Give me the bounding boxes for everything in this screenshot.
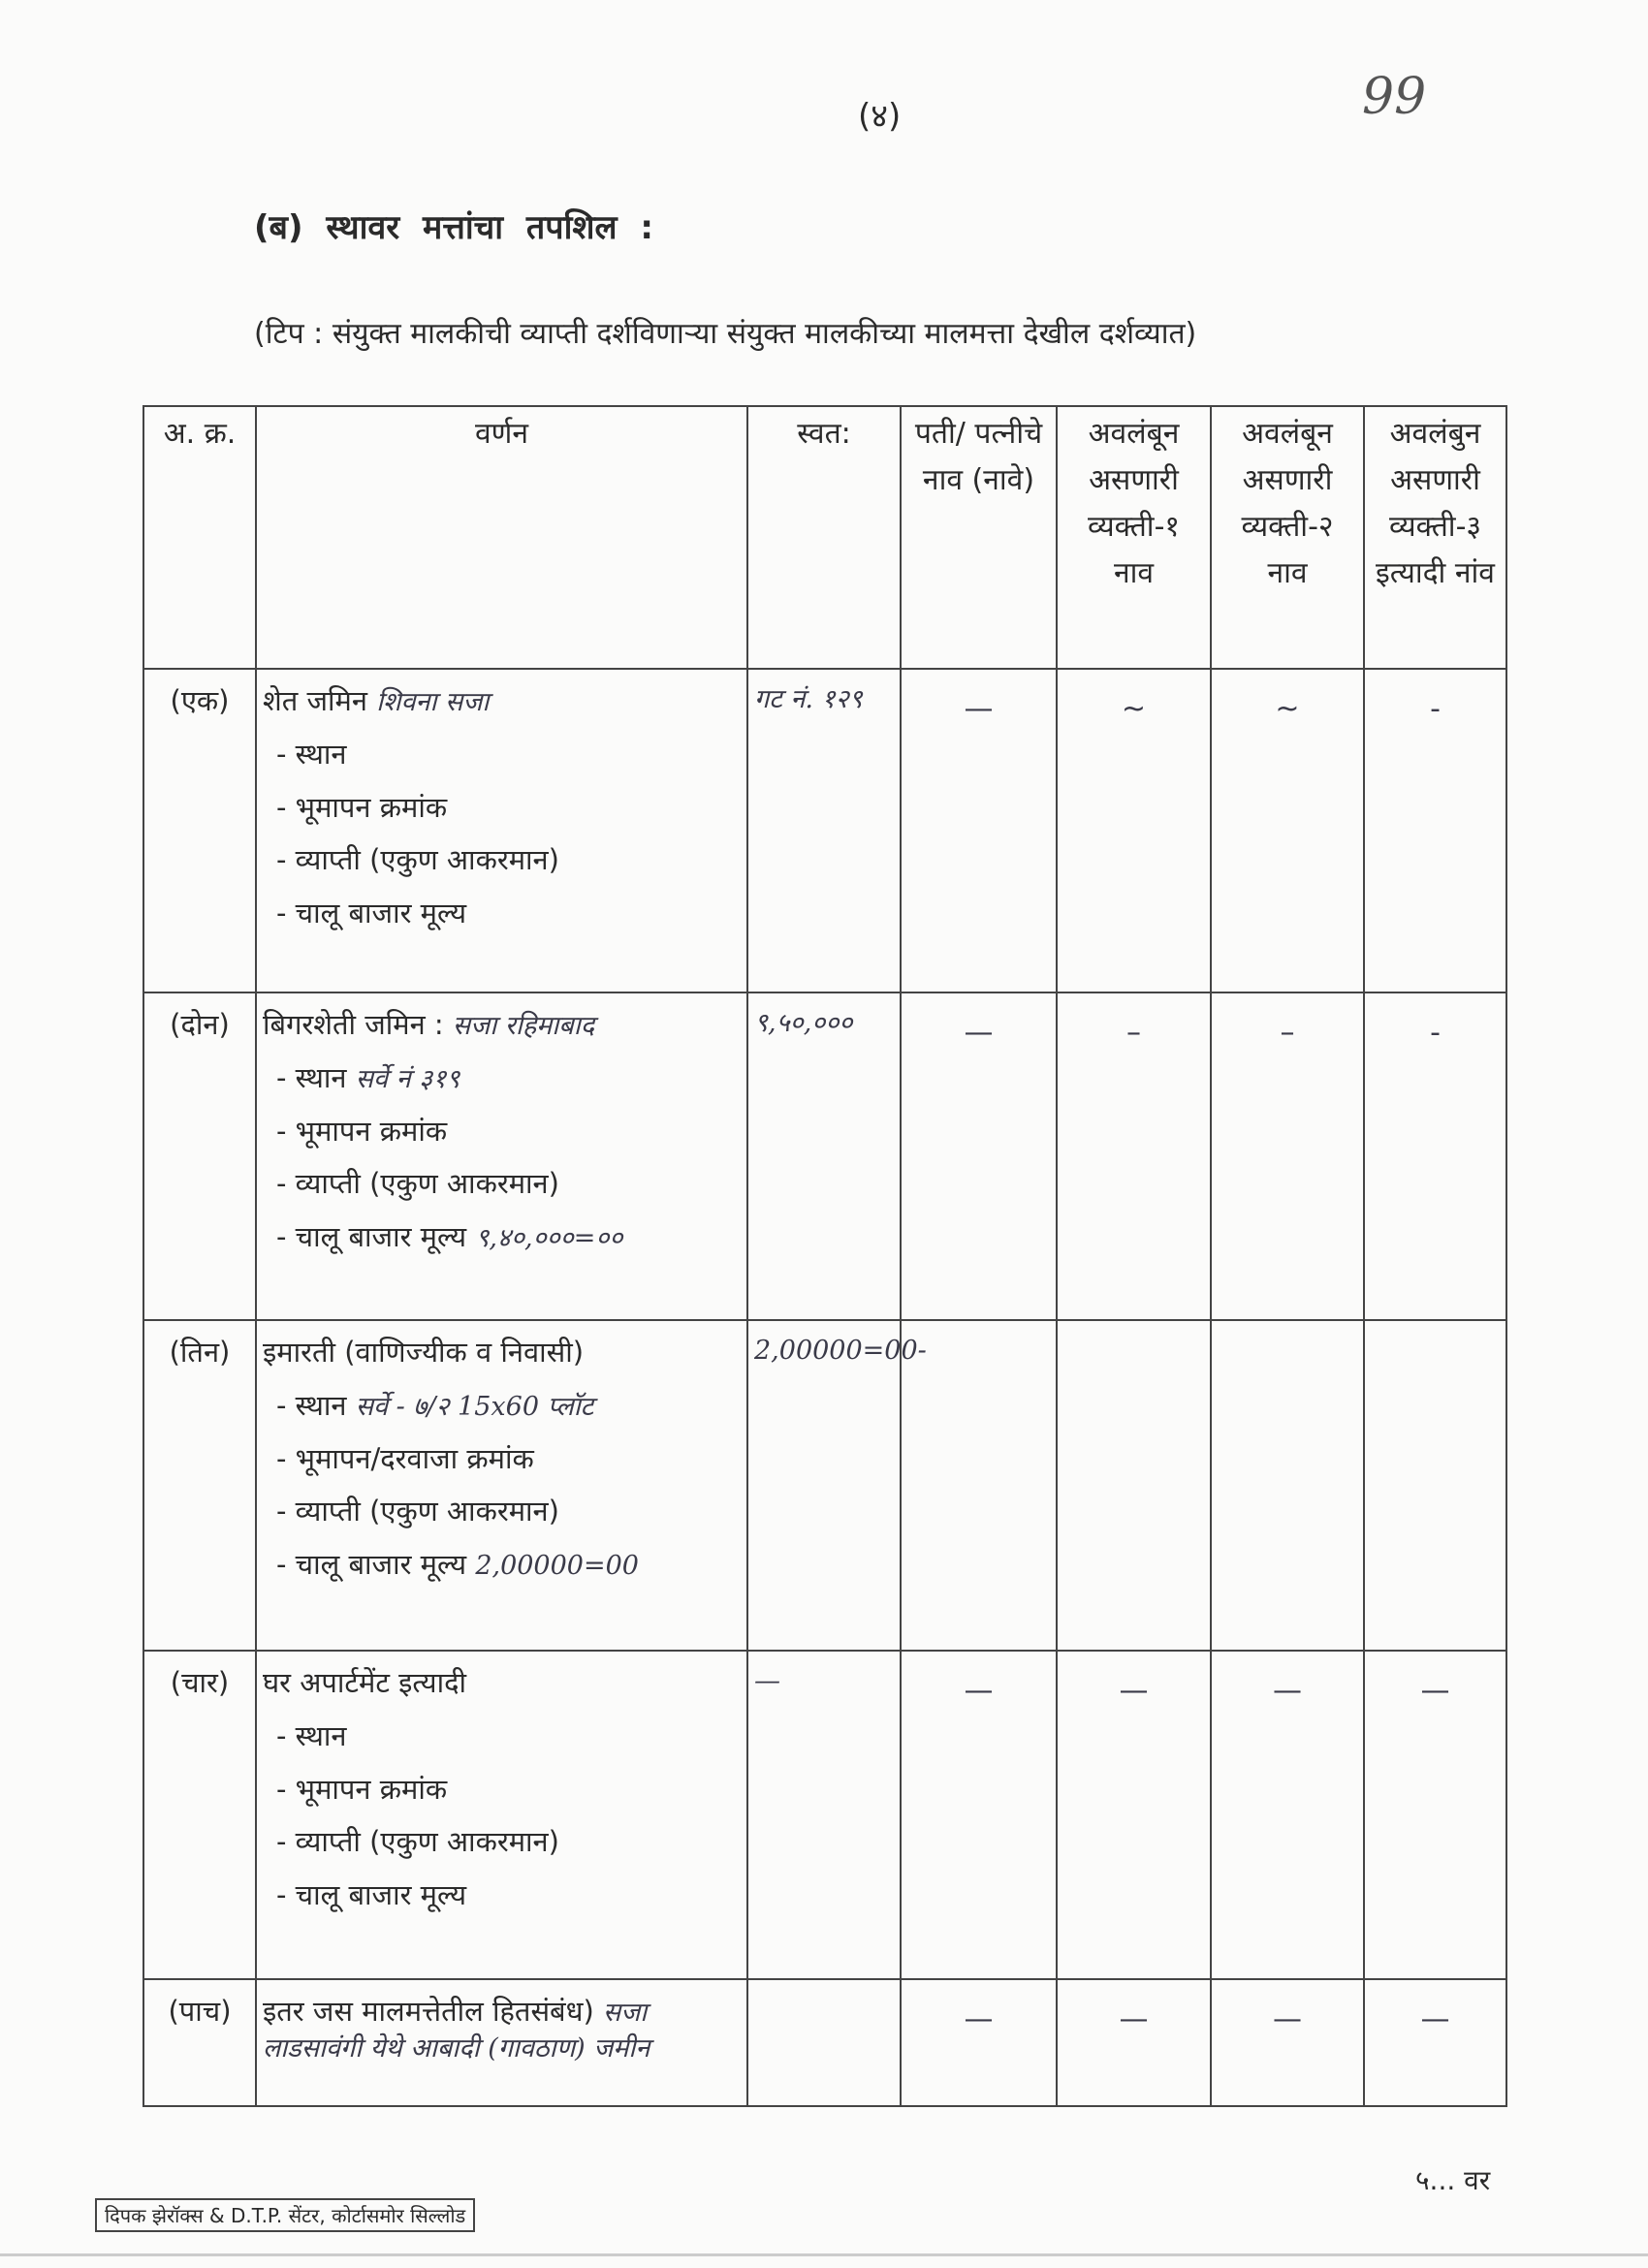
sub-label: - भूमापन क्रमांक <box>276 790 448 824</box>
handwritten-entry: 2,00000=00 <box>475 1551 639 1581</box>
asset-title: इतर जस मालमत्तेतील हितसंबंध) <box>263 1995 594 2028</box>
asset-title: शेत जमिन <box>263 684 367 717</box>
spouse-cell: — <box>901 1651 1057 1979</box>
dependent-3-cell: — <box>1364 1979 1506 2106</box>
spouse-cell: — <box>901 1979 1057 2106</box>
handwritten-page-number: 99 <box>1362 68 1427 126</box>
table-header-row <box>143 406 1506 669</box>
spouse-cell <box>901 1320 1057 1651</box>
sub-item <box>263 1219 741 1255</box>
sub-item <box>263 1388 741 1424</box>
sub-label: - भूमापन क्रमांक <box>276 1114 448 1148</box>
description-cell <box>256 1651 747 1979</box>
serial-cell: (चार) <box>143 1651 256 1979</box>
sub-item <box>263 1494 741 1529</box>
header-dependent-1: अवलंबून असणारी व्यक्ती-१ नाव <box>1057 406 1211 669</box>
sub-label: - स्थान <box>276 737 347 771</box>
handwritten-note: सजा लाडसावंगी येथे आबादी (गावठाण) जमीन <box>263 1998 650 2063</box>
sub-item <box>263 1060 741 1096</box>
sub-item <box>263 1772 741 1808</box>
sub-label: - व्याप्ती (एकुण आकरमान) <box>276 843 559 877</box>
handwritten-note: शिवना सजा <box>376 687 490 717</box>
handwritten-entry: ९,४०,०००=०० <box>475 1223 623 1253</box>
section-title: (ब) स्थावर मत्तांचा तपशिल : <box>254 208 654 247</box>
dependent-1-cell <box>1057 1320 1211 1651</box>
immovable-assets-table <box>143 405 1507 2107</box>
table-row <box>143 992 1506 1320</box>
sub-label: - भूमापन/दरवाजा क्रमांक <box>276 1441 534 1475</box>
dependent-3-cell: — <box>1364 1651 1506 1979</box>
table-row <box>143 1651 1506 1979</box>
header-description: वर्णन <box>256 406 747 669</box>
dependent-3-cell: - <box>1364 669 1506 992</box>
spouse-cell: — <box>901 669 1057 992</box>
header-serial: अ. क्र. <box>143 406 256 669</box>
serial-cell: (पाच) <box>143 1979 256 2106</box>
description-cell <box>256 1320 747 1651</box>
sub-item <box>263 1718 741 1754</box>
handwritten-entry: सर्वे नं ३१९ <box>355 1063 460 1094</box>
self-cell: — <box>747 1651 901 1979</box>
dependent-3-cell <box>1364 1320 1506 1651</box>
dependent-2-cell: ~ <box>1211 669 1364 992</box>
sub-label: - स्थान <box>276 1060 347 1094</box>
printer-footer: दिपक झेरॉक्स & D.T.P. सेंटर, कोर्टासमोर सिल्लोड <box>95 2198 475 2232</box>
page-number: (४) <box>858 97 902 136</box>
dependent-2-cell: – <box>1211 992 1364 1320</box>
self-cell: गट नं. १२९ <box>747 669 901 992</box>
sub-item <box>263 1441 741 1477</box>
sub-label: - स्थान <box>276 1388 347 1422</box>
sub-label: - व्याप्ती (एकुण आकरमान) <box>276 1495 559 1528</box>
description-cell <box>256 992 747 1320</box>
table-row <box>143 1320 1506 1651</box>
dependent-2-cell: — <box>1211 1651 1364 1979</box>
self-cell: 2,00000=00- <box>747 1320 901 1651</box>
dependent-2-cell: — <box>1211 1979 1364 2106</box>
sub-item <box>263 1114 741 1150</box>
sub-label: - चालू बाजार मूल्य <box>276 897 467 929</box>
continued-label: ५... वर <box>1415 2164 1491 2196</box>
sub-item <box>263 737 741 772</box>
description-cell <box>256 1979 747 2106</box>
description-cell <box>256 669 747 992</box>
table-row <box>143 1979 1506 2106</box>
sub-item <box>263 896 741 931</box>
dependent-2-cell <box>1211 1320 1364 1651</box>
sub-label: - चालू बाजार मूल्य <box>276 1220 467 1253</box>
sub-label: - व्याप्ती (एकुण आकरमान) <box>276 1167 559 1201</box>
serial-cell: (तिन) <box>143 1320 256 1651</box>
dependent-1-cell: — <box>1057 1651 1211 1979</box>
sub-item <box>263 1547 741 1583</box>
table-row <box>143 669 1506 992</box>
sub-item <box>263 790 741 826</box>
handwritten-entry: सर्वे - ७/२ 15x60 प्लॉट <box>355 1391 594 1422</box>
self-cell: ९,५०,००० <box>747 992 901 1320</box>
header-dependent-2: अवलंबून असणारी व्यक्ती-२ नाव <box>1211 406 1364 669</box>
dependent-1-cell: – <box>1057 992 1211 1320</box>
sub-item <box>263 1166 741 1202</box>
sub-item <box>263 1824 741 1860</box>
header-dependent-3: अवलंबुन असणारी व्यक्ती-३ इत्यादी नांव <box>1364 406 1506 669</box>
sub-label: - स्थान <box>276 1718 347 1752</box>
scan-edge <box>0 2253 1648 2256</box>
dependent-3-cell: - <box>1364 992 1506 1320</box>
header-self: स्वत: <box>747 406 901 669</box>
sub-item <box>263 842 741 878</box>
sub-item <box>263 1877 741 1913</box>
sub-label: - व्याप्ती (एकुण आकरमान) <box>276 1825 559 1859</box>
serial-cell: (एक) <box>143 669 256 992</box>
dependent-1-cell: ~ <box>1057 669 1211 992</box>
asset-title: इमारती (वाणिज्यीक व निवासी) <box>263 1336 585 1369</box>
asset-title: घर अपार्टमेंट इत्यादी <box>263 1666 467 1699</box>
header-spouse: पती/ पत्नीचे नाव (नावे) <box>901 406 1057 669</box>
sub-label: - चालू बाजार मूल्य <box>276 1878 467 1911</box>
asset-title: बिगरशेती जमिन : <box>263 1008 444 1041</box>
section-note: (टिप : संयुक्त मालकीची व्याप्ती दर्शविणाऱ्या संयुक्त मालकीच्या मालमत्ता देखील दर्शव्यात) <box>254 317 1197 351</box>
handwritten-note: सजा रहिमाबाद <box>452 1011 595 1041</box>
self-cell <box>747 1979 901 2106</box>
dependent-1-cell: — <box>1057 1979 1211 2106</box>
sub-label: - भूमापन क्रमांक <box>276 1772 448 1806</box>
spouse-cell: — <box>901 992 1057 1320</box>
sub-label: - चालू बाजार मूल्य <box>276 1548 467 1581</box>
serial-cell: (दोन) <box>143 992 256 1320</box>
